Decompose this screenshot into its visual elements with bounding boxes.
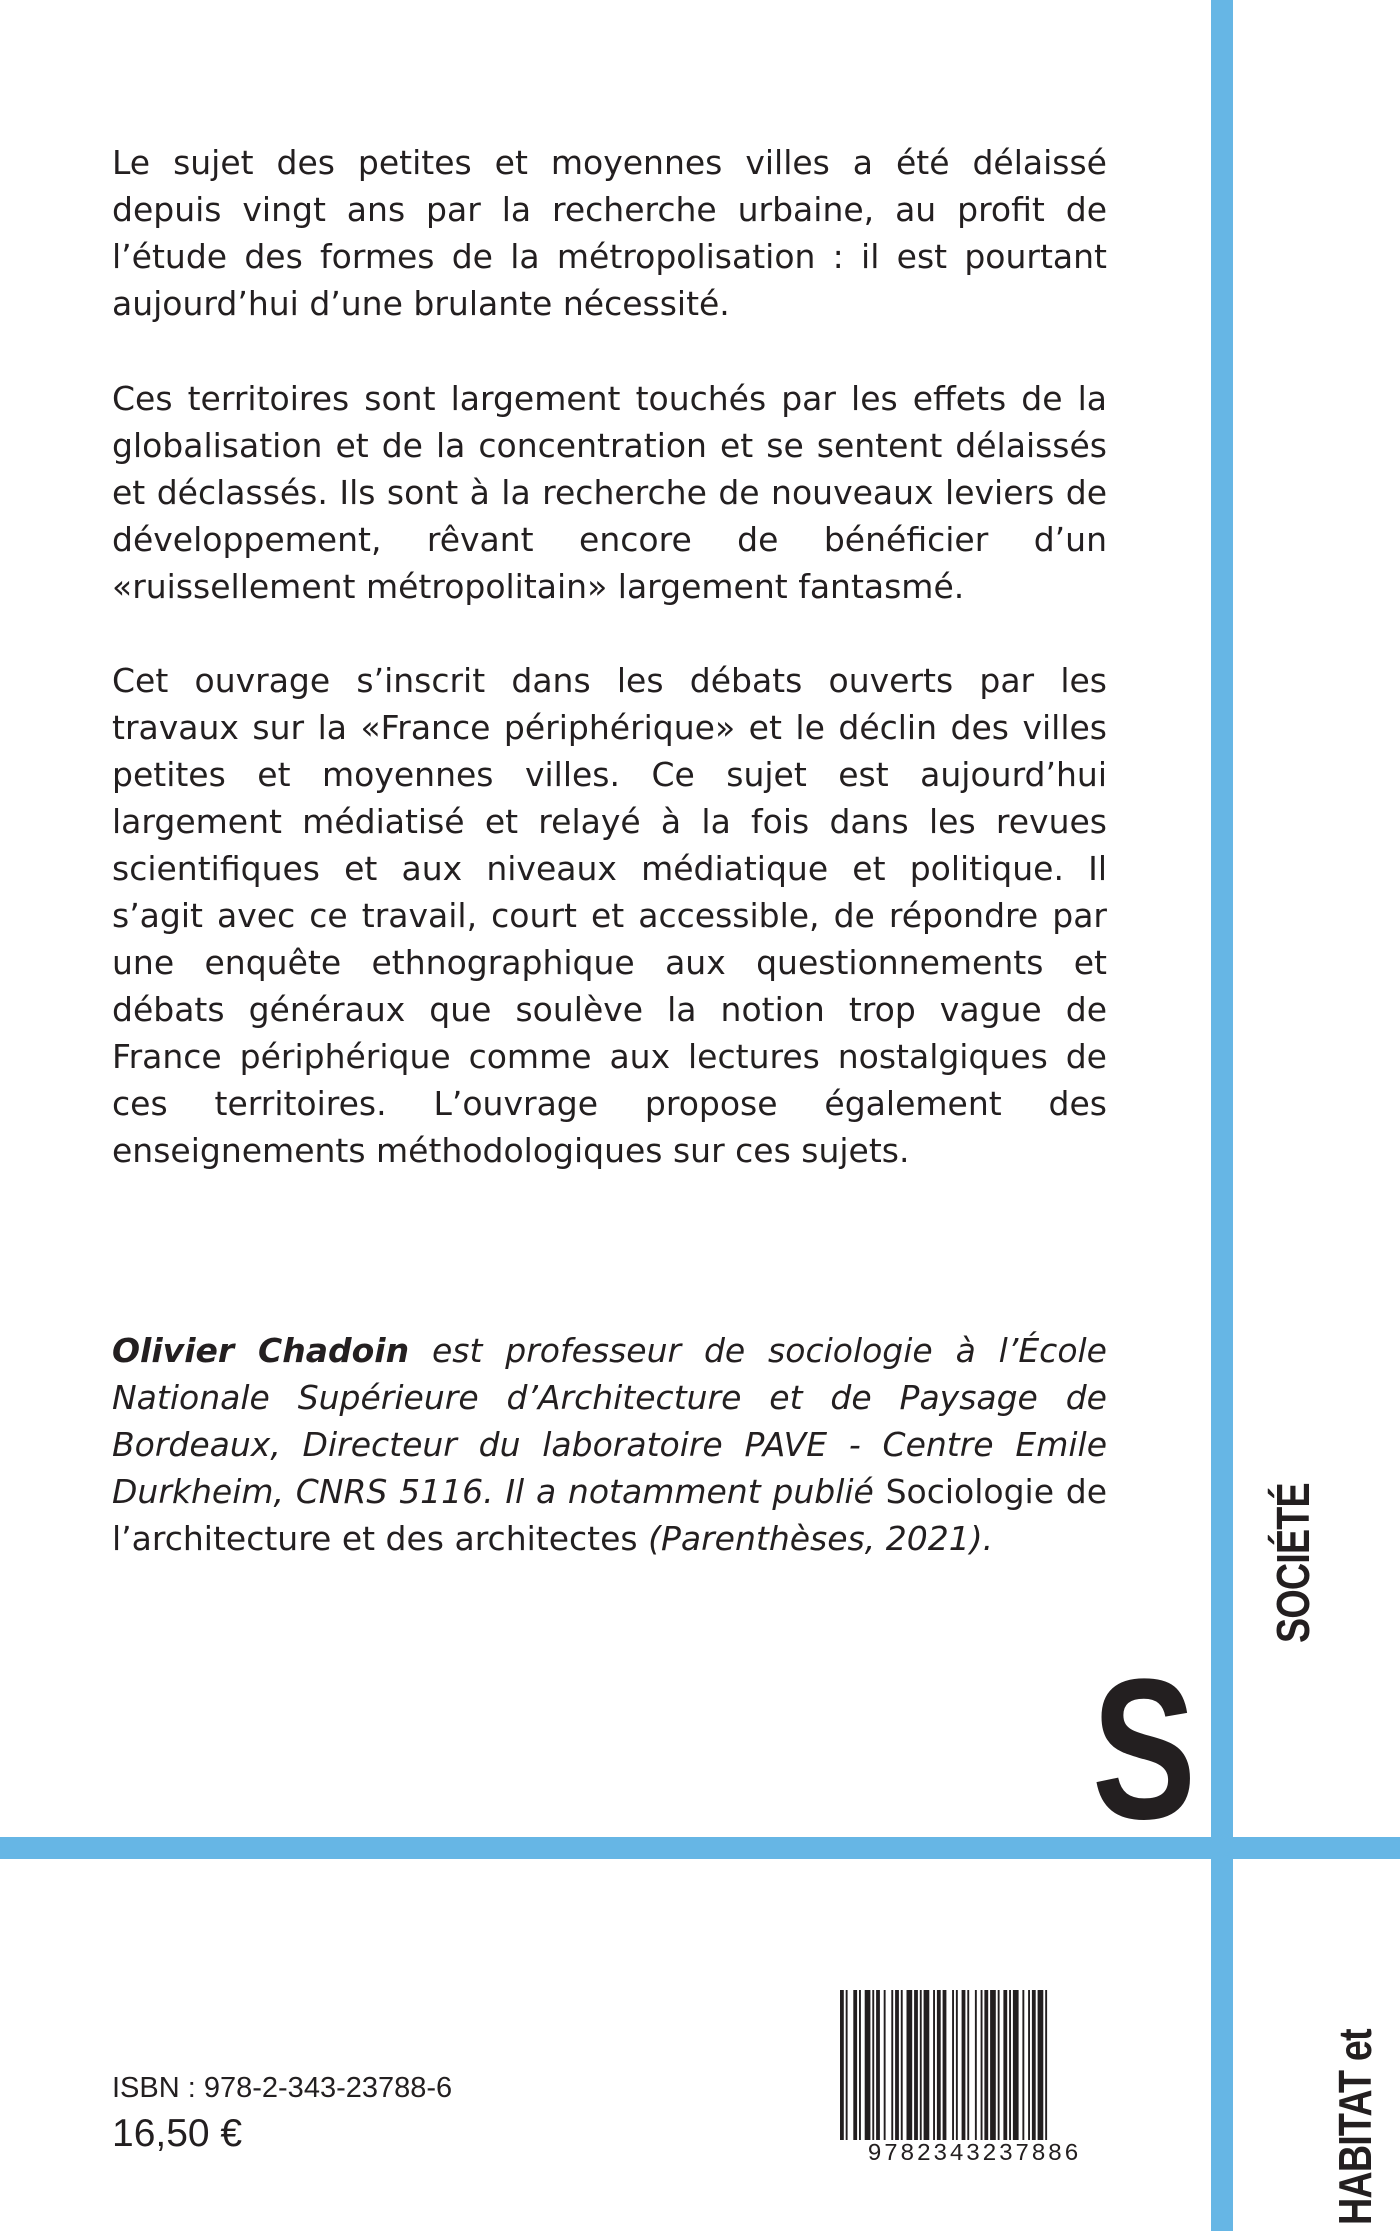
barcode-bar	[956, 1990, 958, 2140]
barcode-bar	[962, 1990, 966, 2140]
barcode-bar	[1032, 1990, 1036, 2140]
barcode-bar	[884, 1990, 886, 2140]
bio-text-2: (Parenthèses, 2021).	[637, 1519, 994, 1558]
barcode-bar	[865, 1990, 871, 2140]
vertical-accent-line	[1211, 0, 1233, 2231]
barcode-bar	[984, 1990, 988, 2140]
barcode-bar	[859, 1990, 861, 2140]
barcode-bar	[1028, 1990, 1030, 2140]
barcode-bar	[1022, 1990, 1024, 2140]
paragraph-1: Le sujet des petites et moyennes villes a été délaissé depuis vingt ans par la recherche urbaine, au profit de l’étude des formes de la métropolisation : il est pourtant aujourd’hui d’une brulante nécessité.	[112, 143, 1107, 323]
barcode-bar	[891, 1990, 893, 2140]
barcode-bar	[952, 1990, 954, 2140]
barcode-bar	[853, 1990, 857, 2140]
collection-name-part2: SOCIÉTÉ	[1267, 1483, 1319, 1643]
author-name: Olivier Chadoin	[112, 1331, 410, 1370]
barcode-bars	[834, 1990, 1114, 2140]
collection-name-part1: HABITAT et	[1329, 2029, 1381, 2225]
barcode-bar	[943, 1990, 947, 2140]
barcode-bar	[937, 1990, 941, 2140]
price-label: 16,50 €	[112, 2112, 243, 2155]
barcode-bar	[981, 1990, 983, 2140]
barcode-bar	[998, 1990, 1000, 2140]
barcode-bar	[1045, 1990, 1047, 2140]
barcode-bar	[907, 1990, 913, 2140]
isbn-label: ISBN : 978-2-343-23788-6	[112, 2072, 453, 2104]
paragraph-2: Ces territoires sont largement touchés par les effets de la globalisation et de la concentration et se sentent délaissés et déclassés. Ils sont à la recherche de nouveaux leviers de développement, rêvant encore de bénéficier d’un «ruissellement métropolitain» largement fantasmé.	[112, 379, 1107, 606]
barcode-bar	[876, 1990, 880, 2140]
barcode-bar	[872, 1990, 874, 2140]
barcode-bar	[840, 1990, 844, 2140]
barcode-bar	[1038, 1990, 1044, 2140]
barcode-bar	[1013, 1990, 1019, 2140]
book-title: Sociologie de l’architecture et des architectes	[112, 1472, 1108, 1558]
barcode-bar	[846, 1990, 848, 2140]
barcode-bar	[1003, 1990, 1007, 2140]
author-bio	[112, 1327, 1107, 1562]
barcode-bar	[920, 1990, 922, 2140]
barcode-number: 9782343237886	[834, 2141, 1114, 2168]
barcode-bar	[914, 1990, 918, 2140]
barcode-bar	[975, 1990, 977, 2140]
barcode-bar	[924, 1990, 930, 2140]
collection-name	[1267, 1483, 1381, 2225]
collection-logo-letter: S	[1092, 1638, 1197, 1861]
barcode-bar	[933, 1990, 935, 2140]
barcode-bar	[990, 1990, 996, 2140]
barcode-bar	[1009, 1990, 1011, 2140]
bio-text-1: est professeur de sociologie à l’École Nationale Supérieure d’Architecture et de Paysage de Bordeaux, Directeur du laboratoire PAVE - Centre Emile Durkheim, CNRS 5116. Il a notamment publié	[112, 1331, 1107, 1511]
barcode-bar	[967, 1990, 969, 2140]
barcode-bar	[901, 1990, 903, 2140]
paragraph-3: Cet ouvrage s’inscrit dans les débats ouverts par les travaux sur la «France périphérique» et le déclin des villes petites et moyennes villes. Ce sujet est aujourd’hui largement médiatisé et relayé à la fois dans les revues scientifiques et aux niveaux médiatique et politique. Il s’agit avec ce travail, court et accessible, de répondre par une enquête ethnographique aux questionnements et débats généraux que soulève la notion trop vague de France périphérique comme aux lectures nostalgiques de ces territoires. L’ouvrage propose également des enseignements méthodologiques sur ces sujets.	[112, 661, 1107, 1170]
barcode	[834, 1990, 1114, 2168]
barcode-bar	[895, 1990, 899, 2140]
